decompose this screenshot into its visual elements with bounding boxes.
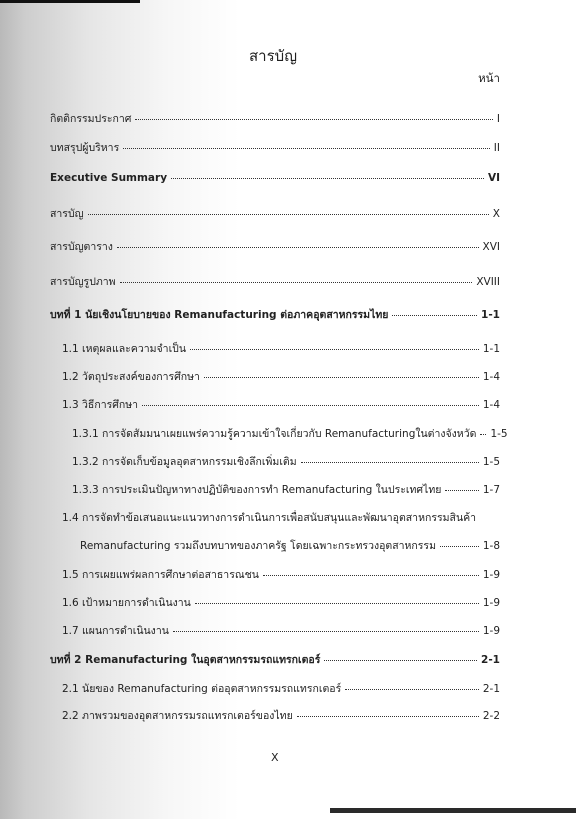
- toc-entry[interactable]: [62, 566, 500, 583]
- toc-entry[interactable]: [62, 594, 500, 611]
- toc-entry-page: XVIII: [476, 276, 500, 288]
- page-title: สารบัญ: [249, 47, 297, 65]
- dot-leader: [263, 574, 479, 576]
- toc-entry[interactable]: [50, 306, 500, 323]
- toc-entry-label: สารบัญ: [50, 208, 84, 220]
- dot-leader: [301, 461, 479, 463]
- toc-entry-label: สารบัญรูปภาพ: [50, 276, 116, 288]
- toc-entry[interactable]: [50, 238, 500, 255]
- toc-entry-label: Executive Summary: [50, 172, 168, 184]
- toc-entry[interactable]: [80, 537, 500, 554]
- toc-entry-page: 1-7: [482, 484, 500, 496]
- toc-entry[interactable]: [72, 453, 500, 470]
- dot-leader: [88, 213, 489, 215]
- toc-entry[interactable]: [50, 139, 500, 156]
- dot-leader: [117, 246, 479, 248]
- toc-entry-label: บทสรุปผู้บริหาร: [50, 142, 120, 154]
- toc-entry[interactable]: [50, 205, 500, 222]
- toc-entry-page: 1-9: [482, 569, 500, 581]
- toc-entry[interactable]: [62, 340, 500, 357]
- toc-entry[interactable]: [50, 172, 500, 184]
- toc-entry-label: 2.1 นัยของ Remanufacturing ต่ออุตสาหกรรมรถแทรกเตอร์: [62, 683, 342, 695]
- toc-entry-page: 1-4: [482, 371, 500, 383]
- toc-entry-continued[interactable]: 1.4 การจัดทำข้อเสนอแนะแนวทางการดำเนินการเพื่อสนับสนุนและพัฒนาอุตสาหกรรมสินค้า: [62, 512, 477, 524]
- dot-leader: [142, 404, 479, 406]
- toc-entry-label: 1.3.3 การประเมินปัญหาทางปฏิบัติของการทำ Remanufacturing ในประเทศไทย: [72, 484, 442, 496]
- toc-entry-page: 1-1: [482, 343, 500, 355]
- dot-leader: [445, 489, 478, 491]
- dot-leader: [440, 545, 479, 547]
- toc-entry-label: 1.7 แผนการดำเนินงาน: [62, 625, 169, 637]
- dot-leader: [190, 348, 479, 350]
- toc-entry-page: 2-1: [482, 683, 500, 695]
- toc-entry[interactable]: [62, 622, 500, 639]
- toc-entry-page: VI: [487, 172, 500, 184]
- dot-leader: [204, 376, 479, 378]
- toc-entry[interactable]: [50, 110, 500, 127]
- toc-entry-label: บทที่ 1 นัยเชิงนโยบายของ Remanufacturing ต่อภาคอุตสาหกรรมไทย: [50, 309, 389, 321]
- dot-leader: [171, 177, 484, 179]
- toc-entry-page: 1-9: [482, 597, 500, 609]
- toc-entry-label: 1.5 การเผยแพร่ผลการศึกษาต่อสาธารณชน: [62, 569, 259, 581]
- toc-entry[interactable]: [72, 425, 508, 442]
- toc-entry-label: บทที่ 2 Remanufacturing ในอุตสาหกรรมรถแทรกเตอร์: [50, 654, 321, 666]
- page-number: X: [271, 751, 279, 764]
- toc-entry-page: II: [493, 142, 500, 154]
- toc-entry[interactable]: [62, 680, 500, 697]
- dot-leader: [120, 281, 473, 283]
- toc-entry-label: 1.3.2 การจัดเก็บข้อมูลอุตสาหกรรมเชิงลึกเพิ่มเติม: [72, 456, 297, 468]
- toc-entry-label: 1.2 วัตถุประสงค์ของการศึกษา: [62, 371, 200, 383]
- page-column-header: หน้า: [478, 71, 500, 85]
- toc-entry-page: 2-1: [481, 654, 500, 666]
- dot-leader: [297, 715, 479, 717]
- toc-entry[interactable]: [62, 368, 500, 385]
- toc-entry-label: 2.2 ภาพรวมของอุตสาหกรรมรถแทรกเตอร์ของไทย: [62, 710, 293, 722]
- toc-entry-page: 1-5: [490, 428, 508, 440]
- toc-entry-page: X: [492, 208, 500, 220]
- toc-entry-label: 1.3 วิธีการศึกษา: [62, 399, 139, 411]
- toc-entry-page: 1-5: [482, 456, 500, 468]
- toc-entry-label: 1.1 เหตุผลและความจำเป็น: [62, 343, 187, 355]
- toc-entry-label: Remanufacturing รวมถึงบทบาทของภาครัฐ โดยเฉพาะกระทรวงอุตสาหกรรม: [80, 540, 436, 552]
- toc-entry-label: กิตติกรรมประกาศ: [50, 113, 132, 125]
- dot-leader: [392, 314, 477, 316]
- dot-leader: [195, 602, 479, 604]
- toc-entry-page: 1-1: [481, 309, 500, 321]
- dot-leader: [324, 659, 477, 661]
- toc-entry[interactable]: [72, 481, 500, 498]
- toc-entry-page: I: [496, 113, 500, 125]
- toc-entry-page: 1-4: [482, 399, 500, 411]
- toc-entry-page: 2-2: [482, 710, 500, 722]
- dot-leader: [135, 118, 492, 120]
- toc-entry[interactable]: [62, 707, 500, 724]
- toc-entry-page: 1-8: [482, 540, 500, 552]
- toc-entry[interactable]: [62, 396, 500, 413]
- dot-leader: [173, 630, 479, 632]
- toc-entry-page: 1-9: [482, 625, 500, 637]
- toc-entry-label: 1.3.1 การจัดสัมมนาเผยแพร่ความรู้ความเข้าใจเกี่ยวกับ Remanufacturingในต่างจังหวัด: [72, 428, 477, 440]
- toc-entry-page: XVI: [482, 241, 500, 253]
- dot-leader: [480, 433, 486, 435]
- toc-entry[interactable]: [50, 273, 500, 290]
- dot-leader: [123, 147, 490, 149]
- toc-entry-label: สารบัญตาราง: [50, 241, 113, 253]
- toc-entry[interactable]: [50, 651, 500, 668]
- dot-leader: [345, 688, 479, 690]
- toc-entry-label: 1.6 เป้าหมายการดำเนินงาน: [62, 597, 191, 609]
